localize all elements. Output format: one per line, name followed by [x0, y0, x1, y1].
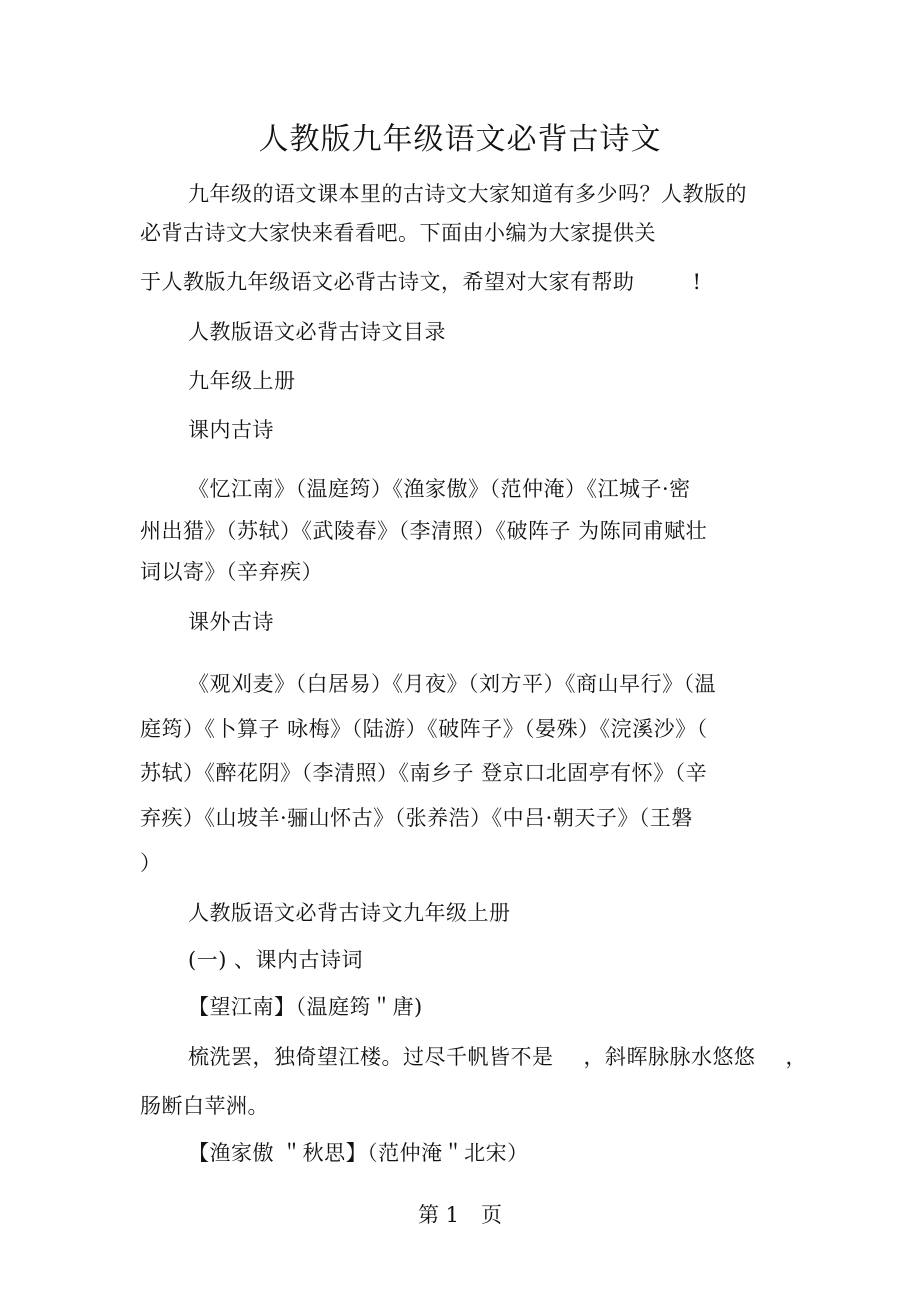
footer-suffix: 页 — [481, 1203, 503, 1227]
inclass-list-line-1: 《忆江南》（温庭筠）《渔家傲》（范仲淹）《江城子·密 — [188, 477, 691, 501]
poem-1-line-1-part-b: ，斜晖脉脉水悠悠 — [583, 1045, 756, 1069]
intro-line-3 — [140, 267, 790, 297]
volume-heading: 九年级上册 — [188, 369, 296, 393]
intro-line-3-text: 于人教版九年级语文必背古诗文，希望对大家有帮助 — [140, 270, 635, 294]
extra-list-line-1: 《观刈麦》（白居易）《月夜》（刘方平）《商山早行》（温 — [188, 672, 716, 696]
poem-1-line-2: 肠断白苹洲。 — [140, 1094, 269, 1118]
intro-line-1: 九年级的语文课本里的古诗文大家知道有多少吗？人教版的 — [188, 182, 747, 206]
extra-heading: 课外古诗 — [188, 610, 274, 634]
intro-line-3-end: ! — [692, 270, 702, 294]
poem-1-line-1-part-c: ， — [785, 1045, 807, 1069]
extra-list-line-4: 弃疾）《山坡羊·骊山怀古》（张养浩）《中吕·朝天子》（王磐 — [140, 806, 693, 830]
page-footer — [0, 1200, 920, 1230]
inclass-list-line-3: 词以寄》（辛弃疾） — [140, 560, 323, 584]
poem-1-line-1-part-a: 梳洗罢，独倚望江楼。过尽千帆皆不是 — [188, 1045, 554, 1069]
poem-1-title: 【望江南】（温庭筠＂唐) — [188, 995, 423, 1019]
poem-2-title: 【渔家傲 ＂秋思】（范仲淹＂北宋） — [188, 1141, 529, 1165]
subsection-heading: (一) 、课内古诗词 — [188, 948, 364, 972]
toc-heading: 人教版语文必背古诗文目录 — [188, 320, 446, 344]
extra-list-line-5: ） — [140, 851, 162, 875]
inclass-heading: 课内古诗 — [188, 418, 274, 442]
section-heading: 人教版语文必背古诗文九年级上册 — [188, 901, 511, 925]
extra-list-line-3: 苏轼）《醉花阴》（李清照）《南乡子 登京口北固亭有怀》（辛 — [140, 761, 708, 785]
footer-page-number: 1 — [445, 1203, 460, 1227]
poem-1-line-1 — [188, 1042, 807, 1072]
intro-line-2: 必背古诗文大家快来看看吧。下面由小编为大家提供关 — [140, 221, 656, 245]
inclass-list-line-2: 州出猎》（苏轼）《武陵春》（李清照）《破阵子 为陈同甫赋壮 — [140, 519, 708, 543]
document-title: 人教版九年级语文必背古诗文 — [258, 122, 662, 157]
footer-prefix: 第 — [417, 1203, 439, 1227]
extra-list-line-2: 庭筠）《卜算子 咏梅》（陆游）《破阵子》（晏殊）《浣溪沙》（ — [140, 717, 708, 741]
